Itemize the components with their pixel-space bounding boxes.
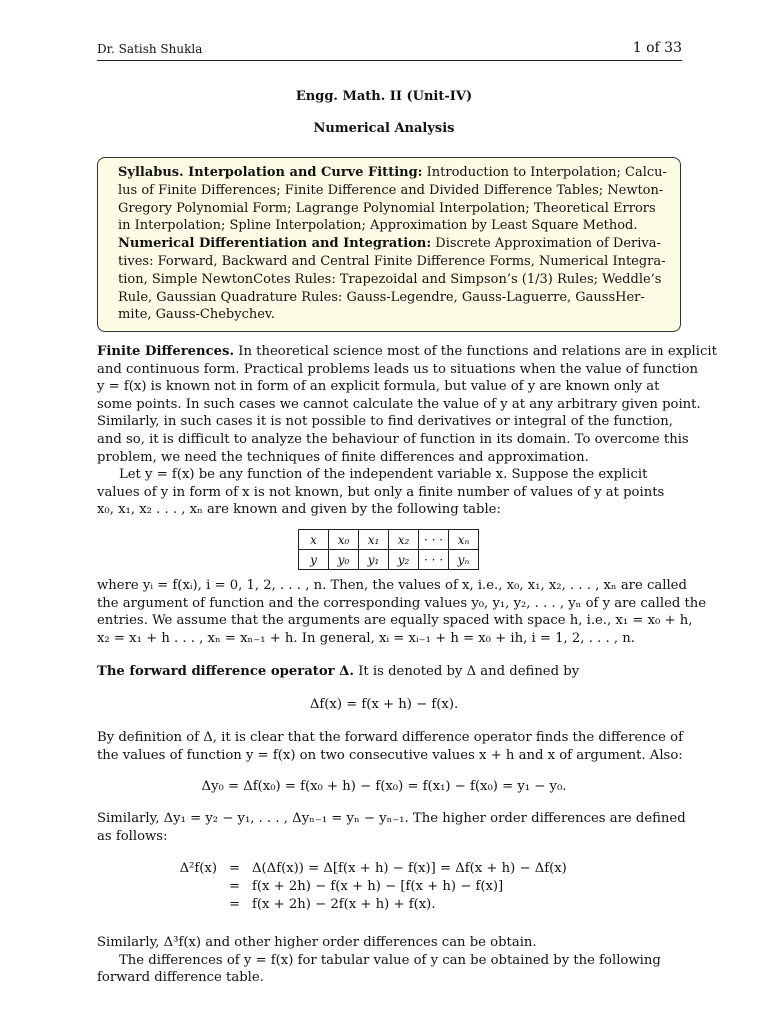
section-heading: The forward difference operator Δ.: [97, 664, 354, 679]
table-cell: y₂: [389, 550, 419, 570]
syllabus-line: mite, Gauss-Chebychev.: [118, 307, 275, 323]
higher-order-paragraph: [97, 810, 686, 845]
table-cell: y: [299, 550, 329, 570]
syllabus-line: lus of Finite Differences; Finite Difference and Divided Difference Tables; Newton-: [118, 182, 664, 198]
section-heading: Finite Differences.: [97, 344, 235, 359]
paragraph-line: and so, it is difficult to analyze the behaviour of function in its domain. To overcome this: [97, 431, 689, 447]
table-row-y: [299, 550, 479, 570]
paragraph-line: Similarly, Δ³f(x) and other higher order differences can be obtain.: [97, 935, 537, 950]
syllabus-line: in Interpolation; Spline Interpolation; Approximation by Least Square Method.: [118, 218, 638, 234]
paragraph-line: where yᵢ = f(xᵢ), i = 0, 1, 2, . . . , n. Then, the values of x, i.e., x₀, x₁, x₂, . . . , xₙ are called: [97, 578, 687, 593]
paragraph-text: It is denoted by Δ and defined by: [354, 664, 580, 679]
paragraph-line: x₀, x₁, x₂ . . . , xₙ are known and given by the following table:: [97, 502, 501, 518]
paragraph-line: as follows:: [97, 828, 168, 844]
paragraph-line: x₂ = x₁ + h . . . , xₙ = xₙ₋₁ + h. In general, xᵢ = xᵢ₋₁ + h = x₀ + ih, i = 1, 2, . . . , n.: [97, 630, 635, 646]
paragraph-line: By definition of Δ, it is clear that the forward difference operator finds the difference of: [97, 730, 683, 745]
paragraph-line: problem, we need the techniques of finite differences and approximation.: [97, 449, 589, 465]
definition-paragraph: [97, 729, 682, 764]
syllabus-line: Rule, Gaussian Quadrature Rules: Gauss-Legendre, Gauss-Laguerre, GaussHer-: [118, 289, 645, 305]
syllabus-line: [118, 164, 667, 182]
paragraph-line: some points. In such cases we cannot calculate the value of y at any arbitrary given point.: [97, 396, 701, 412]
table-cell: y₀: [329, 550, 359, 570]
paragraph-line: Similarly, in such cases it is not possible to find derivatives or integral of the function,: [97, 414, 673, 430]
syllabus-text: Discrete Approximation of Deriva-: [431, 236, 661, 252]
equation-row: [162, 878, 567, 896]
paragraph-line: forward difference table.: [97, 970, 264, 986]
forward-operator-paragraph: [97, 663, 682, 681]
table-cell: x₂: [389, 530, 419, 550]
paragraph-line: Similarly, Δy₁ = y₂ − y₁, . . . , Δyₙ₋₁ = yₙ − yₙ₋₁. The higher order differences are defined: [97, 811, 686, 826]
paragraph-line: values of y in form of x is not known, but only a finite number of values of y at points: [97, 484, 665, 500]
header-author: Dr. Satish Shukla: [97, 42, 203, 56]
course-title: Engg. Math. II (Unit-IV): [295, 89, 473, 104]
equation-row: [162, 860, 567, 878]
syllabus-heading: Syllabus. Interpolation and Curve Fitting:: [118, 165, 423, 180]
paragraph-text: In theoretical science most of the functions and relations are in explicit: [234, 344, 717, 359]
finite-differences-paragraph: [97, 343, 717, 519]
equation-delta-y0: Δy₀ = Δf(x₀) = f(x₀ + h) − f(x₀) = f(x₁) − f(x₀) = y₁ − y₀.: [201, 779, 567, 794]
paragraph-line: [97, 343, 717, 361]
equation-lhs: Δ²f(x): [179, 861, 217, 876]
equals-sign: =: [228, 861, 241, 876]
paragraph-line: Let y = f(x) be any function of the independent variable x. Suppose the explicit: [119, 467, 648, 483]
equals-sign: =: [228, 879, 241, 894]
table-cell: xₙ: [449, 530, 479, 550]
table-cell: x: [299, 530, 329, 550]
paragraph-line: entries. We assume that the arguments are equally spaced with space h, i.e., x₁ = x₀ + h,: [97, 613, 693, 629]
paragraph-line: the values of function y = f(x) on two consecutive values x + h and x of argument. Also:: [97, 747, 683, 763]
paragraph-line: [97, 663, 682, 681]
paragraph-line: The differences of y = f(x) for tabular value of y can be obtained by the following: [119, 952, 661, 968]
paragraph-line: y = f(x) is known not in form of an explicit formula, but value of y are known only at: [97, 379, 660, 395]
header-page-number: 1 of 33: [632, 40, 682, 56]
equation-rhs: f(x + 2h) − f(x + h) − [f(x + h) − f(x)]: [252, 879, 504, 894]
table-cell: y₁: [359, 550, 389, 570]
syllabus-line: [118, 235, 662, 253]
syllabus-text: Introduction to Interpolation; Calcu-: [422, 165, 667, 180]
table-cell: · · ·: [419, 530, 449, 550]
table-cell: yₙ: [449, 550, 479, 570]
arguments-paragraph: [97, 577, 707, 647]
syllabus-line: Gregory Polynomial Form; Lagrange Polynomial Interpolation; Theoretical Errors: [118, 200, 656, 216]
syllabus-line: tives: Forward, Backward and Central Finite Difference Forms, Numerical Integra-: [118, 253, 666, 269]
table-cell: · · ·: [419, 550, 449, 570]
equation-rhs: f(x + 2h) − 2f(x + h) + f(x).: [252, 897, 436, 912]
table-cell: x₀: [329, 530, 359, 550]
equation-second-difference: [162, 860, 567, 914]
table-cell: x₁: [359, 530, 389, 550]
paragraph-line: the argument of function and the corresponding values y₀, y₁, y₂, . . . , yₙ of y are called the: [97, 595, 707, 611]
syllabus-box: [97, 157, 681, 332]
equation-row: [162, 896, 567, 914]
syllabus-line: tion, Simple NewtonCotes Rules: Trapezoidal and Simpson’s (1/3) Rules; Weddle’s: [118, 271, 662, 287]
equation-forward-difference: Δf(x) = f(x + h) − f(x).: [309, 697, 459, 712]
syllabus-heading: Numerical Differentiation and Integration:: [118, 236, 432, 252]
values-table: [298, 529, 479, 570]
equation-rhs: Δ(Δf(x)) = Δ[f(x + h) − f(x)] = Δf(x + h) − Δf(x): [252, 861, 567, 876]
table-row-x: [299, 530, 479, 550]
closing-paragraph: [97, 934, 682, 987]
topic-title: Numerical Analysis: [313, 121, 455, 136]
paragraph-line: and continuous form. Practical problems leads us to situations when the value of function: [97, 361, 698, 377]
equals-sign: =: [228, 897, 241, 912]
page-header: [97, 40, 682, 61]
